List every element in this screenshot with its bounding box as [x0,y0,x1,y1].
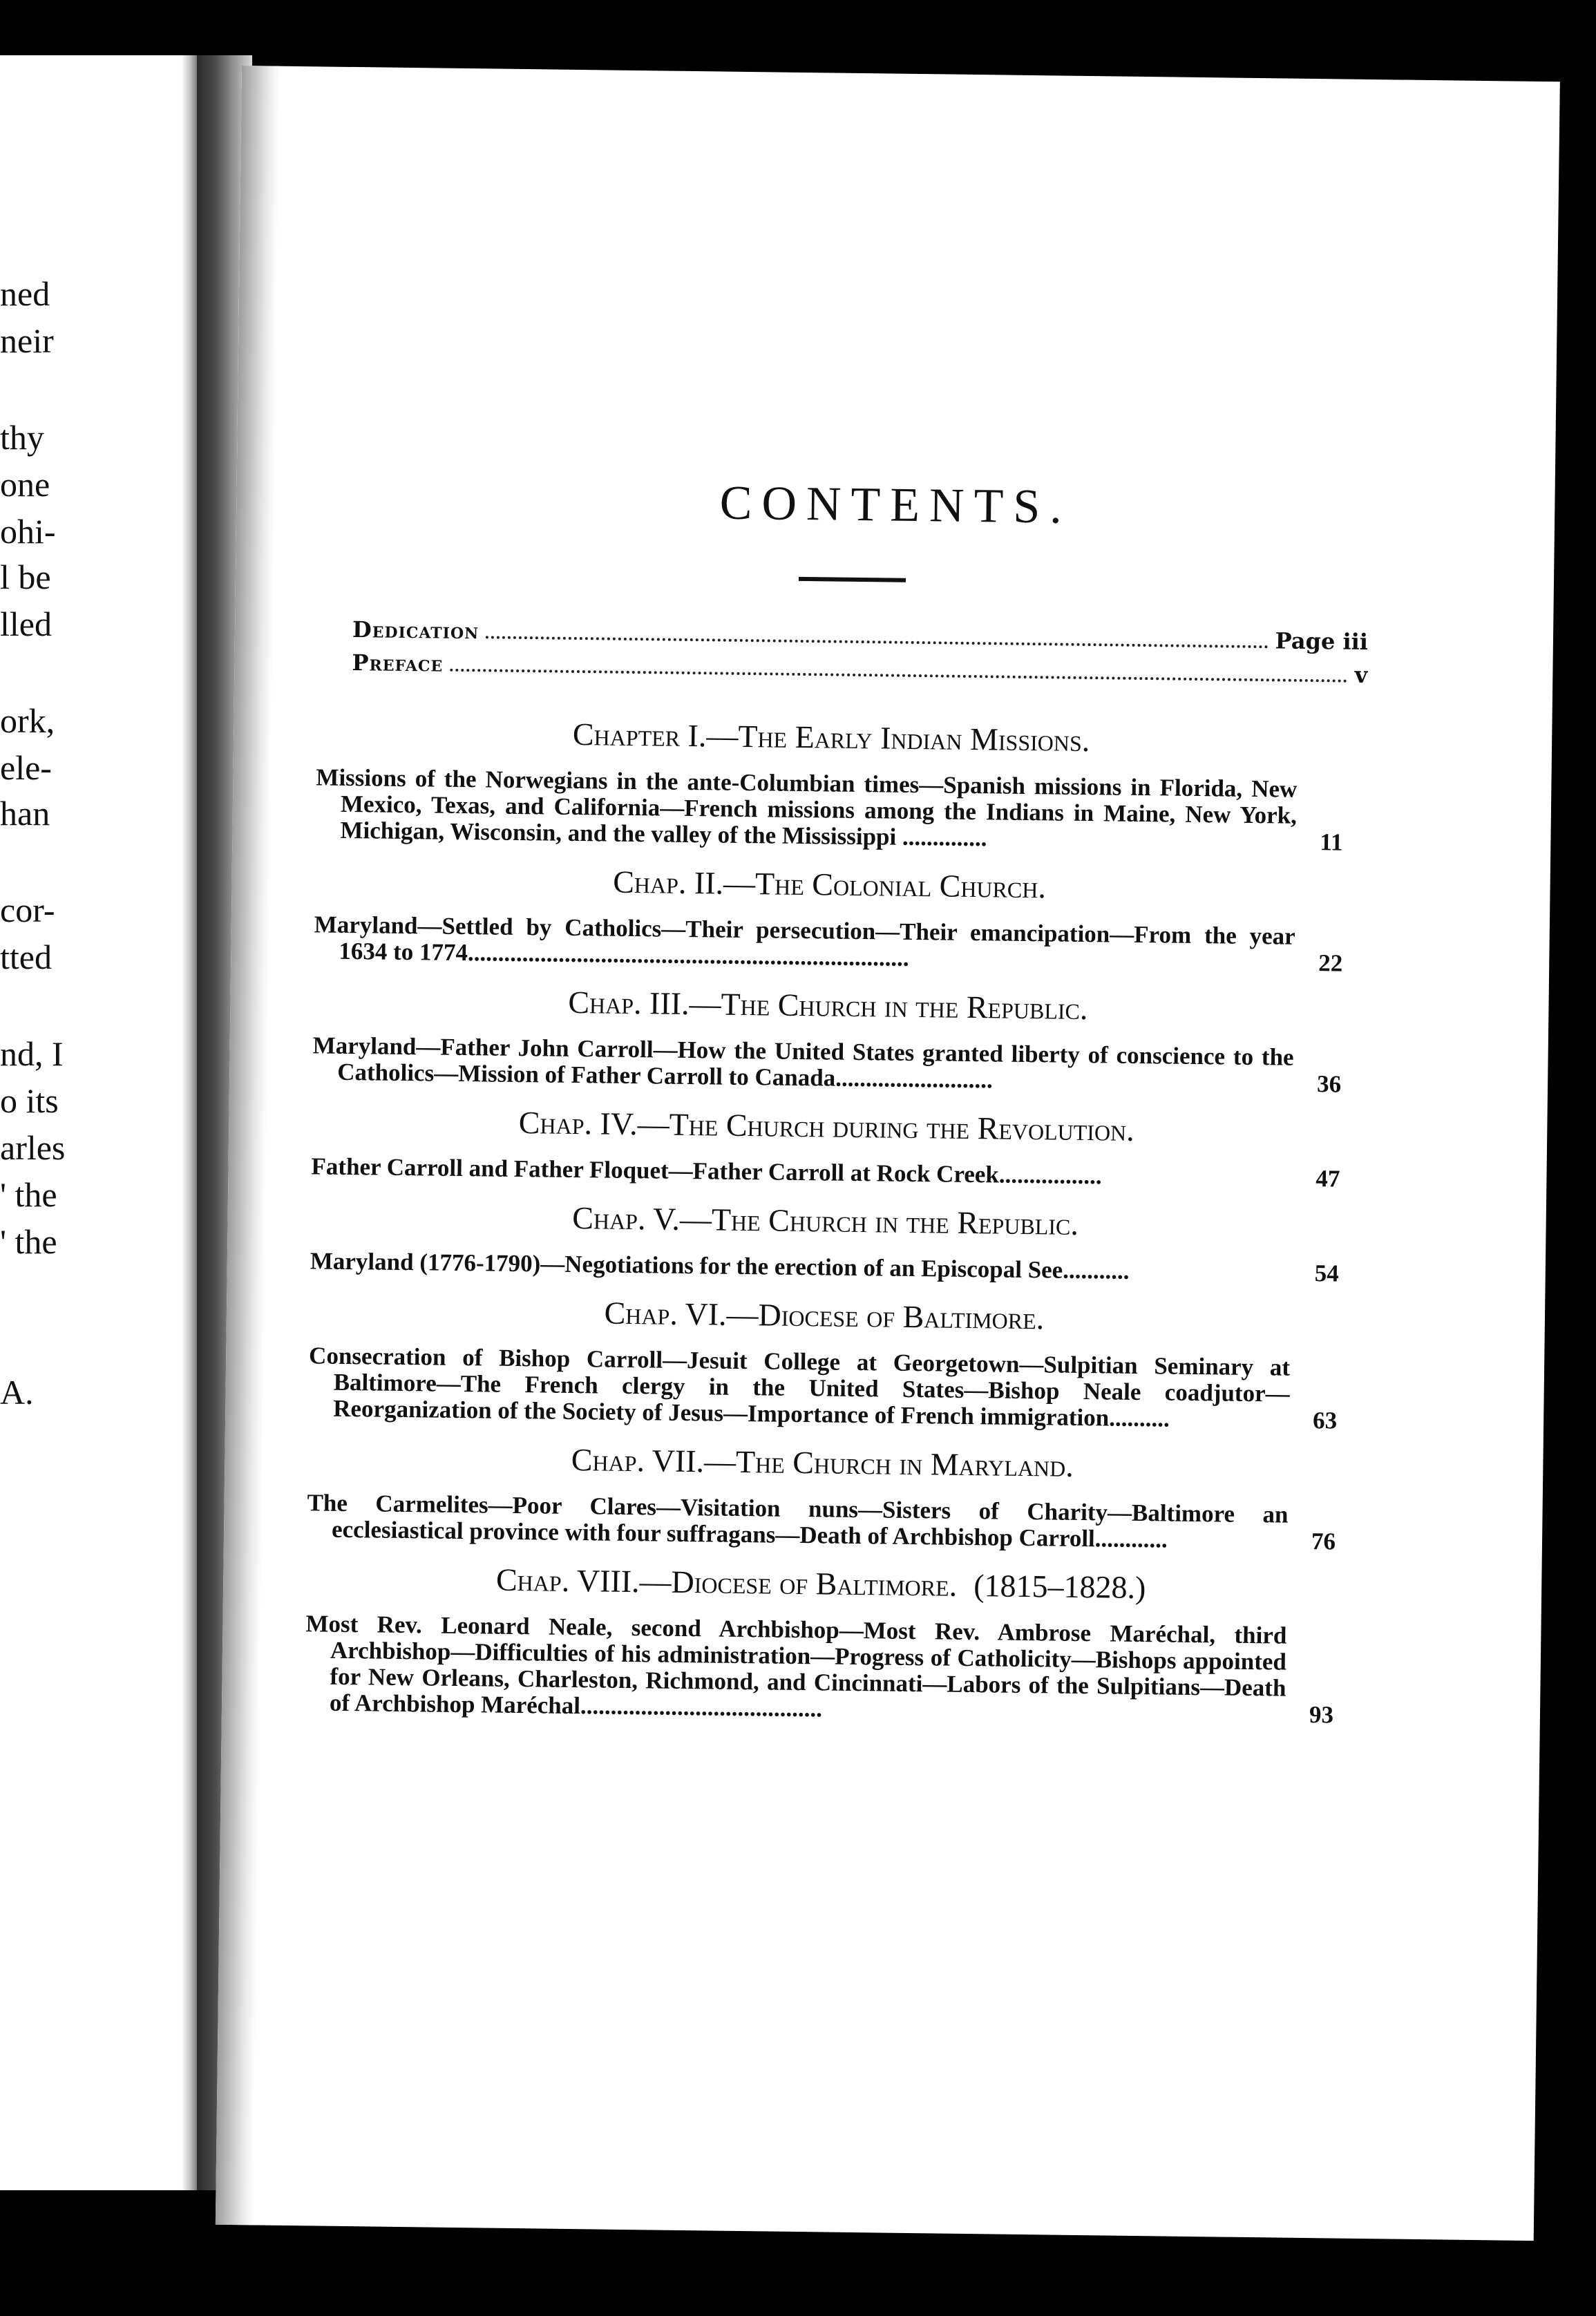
chapter-summary [308,1342,1338,1434]
chapter-heading: Chap. VII.—The Church in Maryland. [571,1441,1074,1483]
chapter-summary-text: The Carmelites—Poor Clares—Visitation nuns—Sisters of Charity—Baltimore an ecclesiastical province with four suffragans—Death of Archbishop Carroll............ [307,1489,1289,1553]
page-title: CONTENTS. [719,476,1072,534]
title-rule [799,577,906,582]
chapter-list [305,712,1347,1745]
chapter-summary [311,1153,1340,1192]
toc-page-number: v [1354,661,1368,688]
chapter-entry [312,980,1343,1097]
left-page-text-fragment: ' the [0,1222,57,1261]
chapter-heading-date: (1815–1828.) [973,1568,1146,1606]
left-page-text-fragment: A. [0,1373,34,1412]
left-page-text-fragment: tted [0,938,52,976]
chapter-entry [315,712,1346,855]
chapter-entry [310,1196,1340,1287]
left-page-text-fragment: ohi- [0,512,56,551]
left-page-text-fragment: o its [0,1081,59,1120]
chapter-entry [314,860,1345,976]
toc-label: Preface [352,649,444,677]
left-page-text-fragment: ele- [0,748,52,787]
dot-leader [486,636,1268,648]
chapter-summary [307,1490,1337,1555]
chapter-heading: Chap. V.—The Church in the Republic. [572,1199,1079,1242]
left-page-text-fragment: one [0,465,50,504]
toc-page-number: Page iii [1275,627,1369,655]
left-page-text-fragment: nd, I [0,1034,64,1073]
left-page-text-fragment: arles [0,1128,66,1167]
chapter-heading: Chap. VI.—Diocese of Baltimore. [604,1295,1045,1336]
chapter-summary-text: Maryland—Settled by Catholics—Their persecution—Their emancipation—From the year 1634 to 1774......................................................................... [314,911,1295,971]
chapter-heading: Chapter I.—The Early Indian Missions. [572,716,1090,759]
front-matter-list [352,613,1368,692]
left-page-text-fragment: lled [0,605,52,643]
chapter-summary-text: Maryland—Father John Carroll—How the United States granted liberty of conscience to the Catholics—Mission of Father Carroll to Canada.......................... [312,1032,1294,1094]
chapter-heading: Chap. II.—The Colonial Church. [612,864,1047,905]
left-page-text-fragment: neir [0,321,54,360]
chapter-summary [310,1248,1340,1287]
left-page-text-fragment: ork, [0,701,55,740]
chapter-heading: Chap. IV.—The Church during the Revolution. [518,1105,1135,1148]
chapter-summary-text: Consecration of Bishop Carroll—Jesuit College at Georgetown—Sulpitian Seminary at Baltimore—The French clergy in the United States—Bishop Neale coadjutor—Reorganization of the Society of Jesus—Importance of French immigration.......... [308,1342,1291,1432]
left-page-text-fragment: ' the [0,1175,57,1214]
chapter-heading [306,1559,1336,1608]
dot-leader [450,669,1348,683]
chapter-heading-title: Chap. VIII.—Diocese of Baltimore. [495,1562,958,1603]
chapter-summary [312,1032,1342,1097]
left-page-text-fragment: thy [0,418,44,457]
chapter-summary-text: Maryland (1776-1790)—Negotiations for the erection of an Episcopal See........... [310,1247,1130,1284]
toc-label: Dedication [352,616,479,645]
left-page-text-fragment: ned [0,274,50,313]
chapter-heading: Chap. III.—The Church in the Republic. [568,984,1088,1027]
contents-page [216,66,1560,2241]
chapter-entry [307,1438,1338,1555]
chapter-entry [305,1559,1336,1728]
chapter-summary [305,1611,1336,1728]
left-page-text-fragment: han [0,794,50,833]
chapter-summary-text: Father Carroll and Father Floquet—Father Carroll at Rock Creek................. [311,1152,1102,1190]
chapter-entry [311,1101,1341,1192]
left-page-text-fragment: cor- [0,891,55,929]
left-facing-page [0,55,197,2190]
left-page-gutter-shadow [182,55,197,2190]
chapter-summary [315,764,1345,855]
chapter-entry [308,1291,1339,1434]
chapter-summary-text: Most Rev. Leonard Neale, second Archbishop—Most Rev. Ambrose Maréchal, third Archbishop—Difficulties of his administration—Progress of Catholicity—Bishops appointed for New Orleans, Charleston, Richmond, and Cincinnati—Labors of the Sulpitians—Death of Archbishop Maréchal........................................ [305,1610,1287,1722]
left-page-text-fragment: l be [0,558,51,596]
chapter-summary [314,911,1344,976]
chapter-summary-text: Missions of the Norwegians in the ante-Columbian times—Spanish missions in Florida, New Mexico, Texas, and California—French missions among the Indians in Maine, New York, Michigan, Wisconsin, and the valley of the Mississippi .............. [316,763,1298,852]
